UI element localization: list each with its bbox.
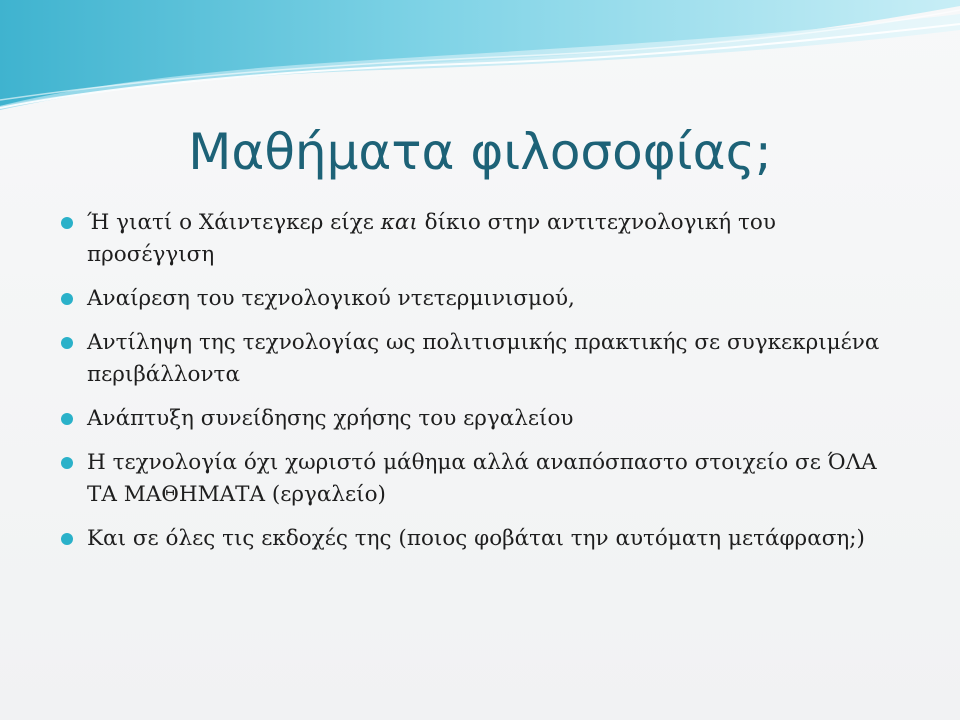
bullet-text: Ανάπτυξη συνείδησης χρήσης του εργαλείου <box>87 406 574 431</box>
bullet-dot-icon <box>61 413 73 425</box>
bullet-dot-icon <box>61 457 73 469</box>
bullet-item-tool-awareness <box>60 403 900 435</box>
header-wave-decoration <box>0 0 960 120</box>
bullet-item-cultural-practice <box>60 327 900 391</box>
bullet-text: Αντίληψη της τεχνολογίας ως πολιτισμικής πρακτικής σε συγκεκριμένα περιβάλλοντα <box>87 330 880 387</box>
bullet-item-heidegger <box>60 207 900 271</box>
bullet-text-italic: και <box>380 210 418 235</box>
bullet-item-translation <box>60 523 900 555</box>
bullet-dot-icon <box>61 293 73 305</box>
bullet-text-part: Ή γιατί ο Χάιντεγκερ είχε <box>87 210 381 235</box>
bullet-item-all-subjects <box>60 447 900 511</box>
bullet-text: Και σε όλες τις εκδοχές της (ποιος φοβάται την αυτόματη μετάφραση;) <box>87 526 865 551</box>
bullet-text: Η τεχνολογία όχι χωριστό μάθημα αλλά αναπόσπαστο στοιχείο σε ΌΛΑ ΤΑ ΜΑΘΗΜΑΤΑ (εργαλείο) <box>87 450 877 507</box>
slide-title: Μαθήματα φιλοσοφίας; <box>188 123 772 181</box>
bullet-dot-icon <box>61 217 73 229</box>
bullet-text-part: δίκιο στην αντιτεχνολογική του προσέγγιση <box>87 210 776 267</box>
bullet-text <box>87 207 900 271</box>
bullet-text: Αναίρεση του τεχνολογικού ντετερμινισμού, <box>87 286 575 311</box>
bullet-dot-icon <box>61 533 73 545</box>
bullet-dot-icon <box>61 337 73 349</box>
bullet-item-determinism <box>60 283 900 315</box>
bullet-list <box>60 207 900 567</box>
